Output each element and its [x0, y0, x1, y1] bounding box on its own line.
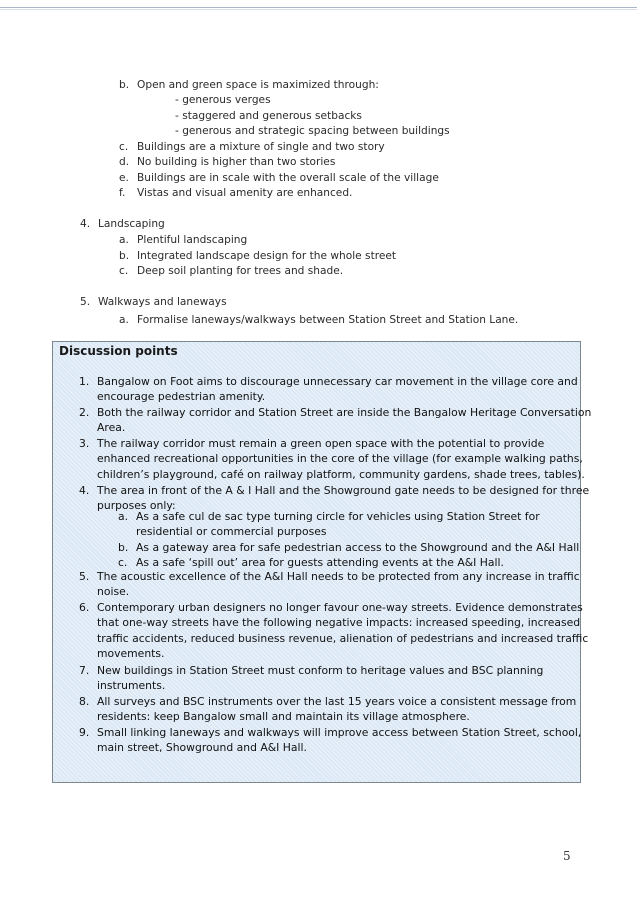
discussion-box — [52, 341, 592, 783]
sub-point-text-line: As a safe ‘spill out’ area for guests attending events at the A&I Hall. — [136, 556, 504, 569]
sub-point-text-line: As a gateway area for safe pedestrian access to the Showground and the A&I Hall — [136, 541, 580, 554]
point-number: 6. — [79, 601, 90, 614]
point-text-line: purposes only: — [97, 499, 176, 513]
point-text-line: The railway corridor must remain a green open space with the potential to provide — [97, 437, 545, 450]
point-number: 7. — [79, 664, 90, 677]
point-text-line: residents: keep Bangalow small and maintain its village atmosphere. — [97, 710, 470, 724]
point-number: 5. — [79, 570, 90, 583]
point-number: 1. — [79, 375, 90, 388]
sub-point-marker: b. — [118, 541, 129, 554]
list-item: Integrated landscape design for the whole street — [137, 250, 397, 262]
point-text-line: main street, Showground and A&I Hall. — [97, 741, 307, 755]
point-number: 3. — [79, 437, 90, 450]
point-text-line: that one-way streets have the following negative impacts: increased speeding, increased — [97, 616, 581, 630]
sub-point-marker: a. — [118, 510, 129, 523]
point-text-line: Small linking laneways and walkways will improve access between Station Street, school, — [97, 726, 582, 739]
list-marker: c. — [119, 265, 129, 277]
point-text-line: traffic accidents, reduced business revenue, alienation of pedestrians and increased traffic — [97, 631, 589, 645]
point-number: 4. — [79, 484, 90, 497]
list-marker: a. — [119, 234, 129, 246]
point-text-line: enhanced recreational opportunities in the core of the village (for example walking paths, — [97, 452, 583, 466]
point-text-line: Contemporary urban designers no longer favour one-way streets. Evidence demonstrates — [97, 601, 583, 614]
point-text-line: children’s playground, café on railway platform, community gardens, shade trees, tables). — [97, 467, 585, 481]
section-number: 5. — [80, 296, 91, 308]
list-marker: c. — [119, 141, 129, 153]
point-text-line: encourage pedestrian amenity. — [97, 390, 266, 404]
point-number: 9. — [79, 726, 90, 739]
point-text-line: New buildings in Station Street must conform to heritage values and BSC planning — [97, 664, 544, 677]
sub-point-text-line: As a safe cul de sac type turning circle for vehicles using Station Street for — [136, 510, 540, 523]
sub-list-item: - staggered and generous setbacks — [175, 110, 362, 122]
section-heading: Walkways and laneways — [98, 296, 227, 308]
sub-point-marker: c. — [118, 556, 128, 569]
point-text-line: The area in front of the A & I Hall and the Showground gate needs to be designed for three — [97, 484, 590, 497]
list-item: Formalise laneways/walkways between Station Street and Station Lane. — [137, 314, 519, 326]
list-marker: a. — [119, 314, 129, 326]
discussion-title: Discussion points — [59, 344, 178, 358]
section-number: 4. — [80, 218, 91, 230]
list-marker: b. — [119, 250, 130, 262]
point-text-line: instruments. — [97, 679, 166, 693]
point-number: 2. — [79, 406, 90, 419]
list-item: Plentiful landscaping — [137, 234, 248, 246]
point-text-line: All surveys and BSC instruments over the last 15 years voice a consistent message from — [97, 695, 577, 708]
point-text-line: The acoustic excellence of the A&I Hall needs to be protected from any increase in traffic — [97, 570, 580, 583]
sub-list-item: - generous and strategic spacing between buildings — [175, 125, 450, 137]
list-marker: b. — [119, 79, 130, 91]
point-text-line: movements. — [97, 647, 165, 661]
point-text-line: Both the railway corridor and Station Street are inside the Bangalow Heritage Conversation — [97, 406, 592, 419]
point-number: 8. — [79, 695, 90, 708]
list-marker: d. — [119, 156, 130, 168]
list-marker: f. — [119, 187, 126, 199]
list-item: Open and green space is maximized through: — [137, 79, 379, 91]
section-heading: Landscaping — [98, 218, 165, 230]
page-top-border — [0, 7, 637, 8]
point-text-line: noise. — [97, 585, 130, 599]
list-item: Vistas and visual amenity are enhanced. — [137, 187, 353, 199]
point-text-line: Bangalow on Foot aims to discourage unnecessary car movement in the village core and — [97, 375, 578, 388]
list-item: Buildings are a mixture of single and two story — [137, 141, 385, 153]
sub-point-text-line: residential or commercial purposes — [136, 525, 327, 539]
page-number: 5 — [563, 849, 571, 863]
list-item: Buildings are in scale with the overall scale of the village — [137, 172, 439, 184]
page-top-border-shadow — [0, 9, 637, 10]
list-item: Deep soil planting for trees and shade. — [137, 265, 344, 277]
list-item: No building is higher than two stories — [137, 156, 336, 168]
point-text-line: Area. — [97, 421, 126, 435]
sub-list-item: - generous verges — [175, 94, 271, 106]
list-marker: e. — [119, 172, 129, 184]
